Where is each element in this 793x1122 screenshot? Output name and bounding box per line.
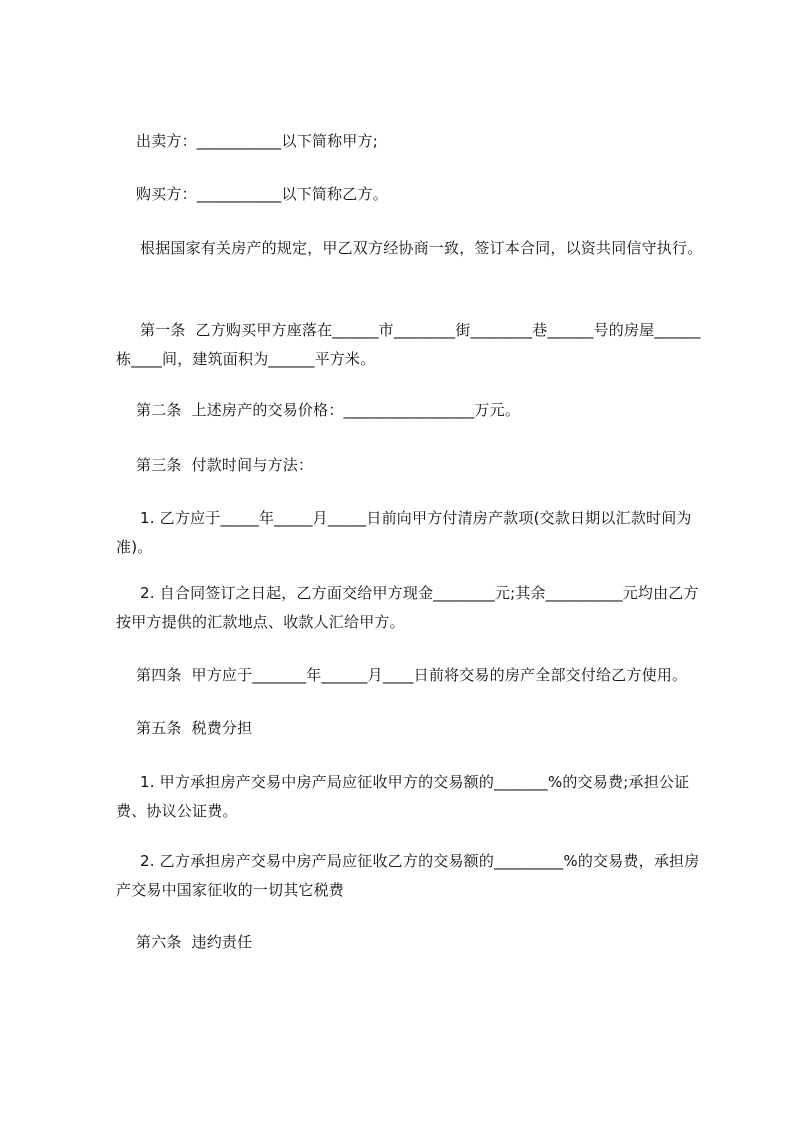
article-6-title: 第六条 违约责任: [136, 933, 253, 951]
article-5-item-1: 1. 甲方承担房产交易中房产局应征收甲方的交易额的_______%的交易费;承担公证费、协议公证费。: [116, 773, 690, 820]
article-3-item-2: 2. 自合同签订之日起，乙方面交给甲方现金________元;其余__________元均由乙方按甲方提供的汇款地点、收款人汇给甲方。: [116, 584, 699, 631]
article-3-title: 第三条 付款时间与方法：: [136, 456, 314, 474]
article-5-title: 第五条 税费分担: [136, 719, 253, 737]
article-5-item-2: 2. 乙方承担房产交易中房产局应征收乙方的交易额的_________%的交易费，承担房产交易中国家征收的一切其它税费: [116, 852, 700, 899]
article-1: 第一条 乙方购买甲方座落在______市________街________巷______号的房屋______栋____间，建筑面积为______平方米。: [116, 321, 701, 368]
article-2: 第二条 上述房产的交易价格：_________________万元。: [136, 401, 521, 419]
preamble-paragraph: 根据国家有关房产的规定，甲乙双方经协商一致，签订本合同，以资共同信守执行。: [140, 239, 703, 257]
buyer-line: 购买方：___________以下简称乙方。: [136, 185, 388, 203]
seller-line: 出卖方：___________以下简称甲方;: [136, 132, 378, 150]
article-4: 第四条 甲方应于_______年______月____日前将交易的房产全部交付给乙方使用。: [136, 666, 688, 684]
article-3-item-1: 1. 乙方应于_____年_____月_____日前向甲方付清房产款项(交款日期以汇款时间为准)。: [116, 509, 692, 556]
